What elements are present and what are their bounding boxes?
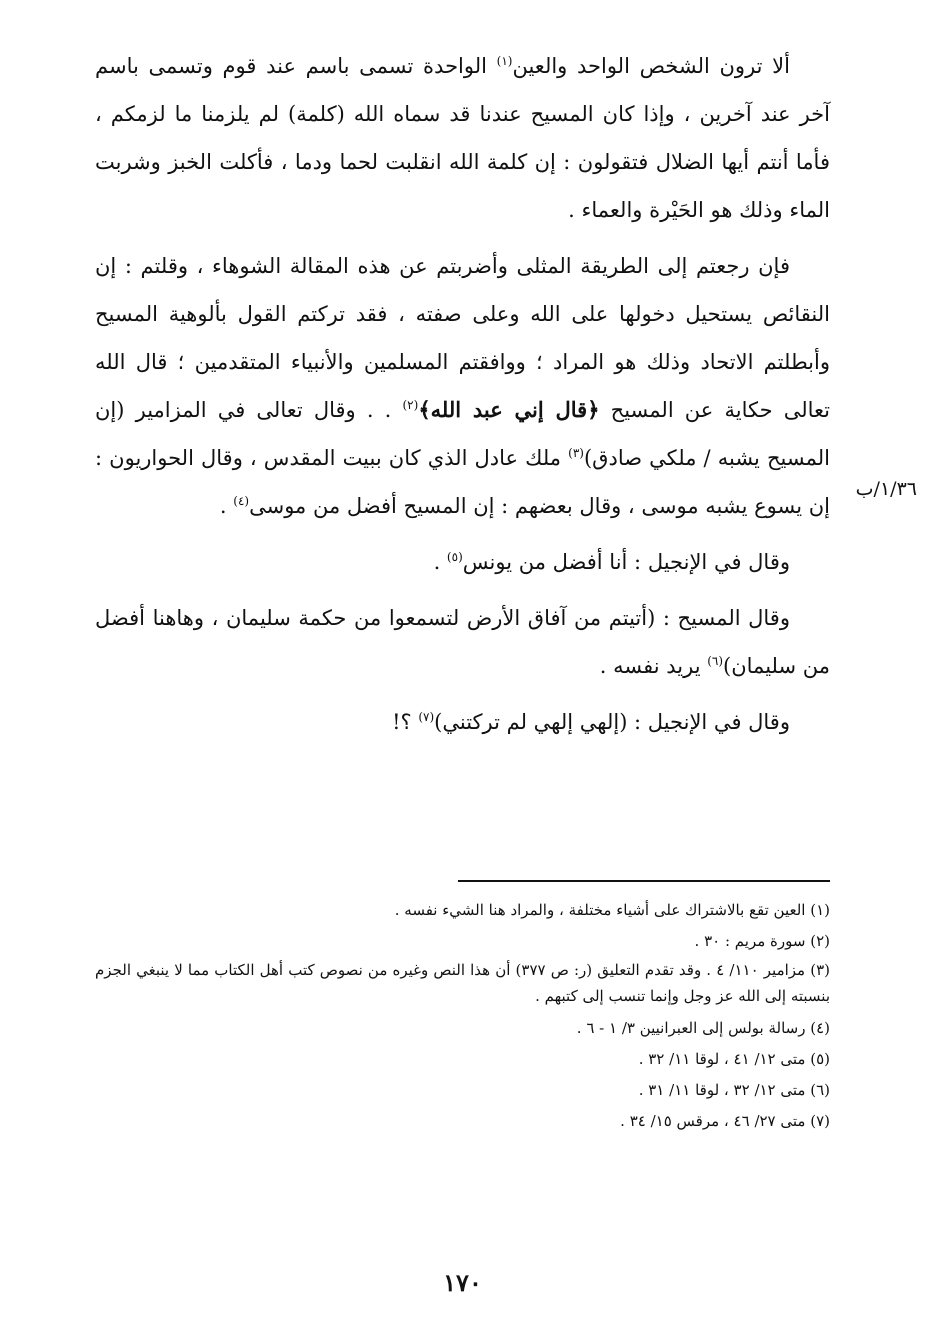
- paragraph-2-text-d: .: [219, 494, 234, 518]
- paragraph-3: [95, 538, 830, 586]
- footnote-ref-7: (٧): [418, 710, 435, 724]
- main-text: [95, 42, 830, 754]
- page-number: ١٧٠: [443, 1268, 482, 1297]
- paragraph-3-text-a: وقال في الإنجيل : أنا أفضل من يونس: [462, 550, 790, 574]
- footnote-separator: [458, 880, 830, 882]
- footnote-4: (٤) رسالة بولس إلى العبرانيين ٣/ ١ - ٦ .: [576, 1019, 830, 1037]
- paragraph-3-text-b: .: [433, 550, 447, 574]
- paragraph-5-text-a: وقال في الإنجيل : (إلهي إلهي لم تركتني): [434, 710, 790, 734]
- footnote-1: (١) العين تقع بالاشتراك على أشياء مختلفة ، والمراد هنا الشيء نفسه .: [394, 901, 830, 919]
- footnote-ref-5: (٥): [446, 550, 463, 564]
- footnote-ref-4: (٤): [233, 494, 250, 508]
- paragraph-2: [95, 242, 830, 530]
- footnotes: [95, 895, 830, 1137]
- paragraph-4: [95, 594, 830, 690]
- paragraph-2-text-c: ملك عادل الذي كان ببيت المقدس ، وقال الحواريون : إن يسوع يشبه موسى ، وقال بعضهم : إن المسيح أفضل من موسى: [95, 446, 830, 518]
- footnote-3: (٣) مزامير ١١٠/ ٤ . وقد تقدم التعليق (ر: ص ٣٧٧) أن هذا النص وغيره من نصوص كتب أهل الكتاب مما لا ينبغي الجزم بنسبته إلى الله عز وجل وإنما تنسب إلى كتبهم .: [95, 961, 830, 1005]
- paragraph-1-text-b: الواحدة تسمى باسم عند قوم وتسمى باسم آخر عند آخرين ، وإذا كان المسيح عندنا قد سماه الله (كلمة) لم يلزمنا ما لزمكم ، فأما أنتم أيها الضلال فتقولون : إن كلمة الله انقلبت لحما ودما ، فأكلت الخبز وشربت الماء وذلك هو الحَيْرة والعماء .: [95, 54, 830, 222]
- footnote-5: (٥) متى ١٢/ ٤١ ، لوقا ١١/ ٣٢ .: [638, 1050, 830, 1068]
- paragraph-1: [95, 42, 830, 234]
- paragraph-5-text-b: ؟!: [392, 710, 419, 734]
- footnote-6: (٦) متى ١٢/ ٣٢ ، لوقا ١١/ ٣١ .: [638, 1081, 830, 1099]
- paragraph-2-text-a: فإن رجعتم إلى الطريقة المثلى وأضربتم عن هذه المقالة الشوهاء ، وقلتم : إن النقائص يستحيل دخولها على الله وعلى صفته ، فقد تركتم القول بألوهية المسيح وأبطلتم الاتحاد وذلك هو المراد ؛ ووافقتم المسلمين والأنبياء المتقدمين ؛ قال الله تعالى حكاية عن المسيح: [95, 254, 830, 422]
- paragraph-4-text-b: يريد نفسه .: [599, 654, 708, 678]
- footnote-ref-2: (٢): [402, 398, 419, 412]
- footnote-ref-1: (١): [496, 54, 513, 68]
- footnote-2: (٢) سورة مريم : ٣٠ .: [694, 932, 830, 950]
- footnote-ref-6: (٦): [707, 654, 724, 668]
- paragraph-2-text-b: . . وقال تعالى في المزامير (إن المسيح يشبه / ملكي صادق): [95, 398, 830, 470]
- paragraph-5: [95, 698, 830, 746]
- paragraph-1-text-a: ألا ترون الشخص الواحد والعين: [512, 54, 790, 78]
- paragraph-4-text-a: وقال المسيح : (أتيتم من آفاق الأرض لتسمعوا من حكمة سليمان ، وهاهنا أفضل من سليمان): [95, 606, 830, 678]
- manuscript-folio-note: ١/٣٦/ب: [855, 478, 917, 500]
- footnote-ref-3: (٣): [568, 446, 584, 460]
- footnote-7: (٧) متى ٢٧/ ٤٦ ، مرقس ١٥/ ٣٤ .: [620, 1112, 830, 1130]
- quran-quote: ﴿قال إني عبد الله﴾: [418, 397, 600, 422]
